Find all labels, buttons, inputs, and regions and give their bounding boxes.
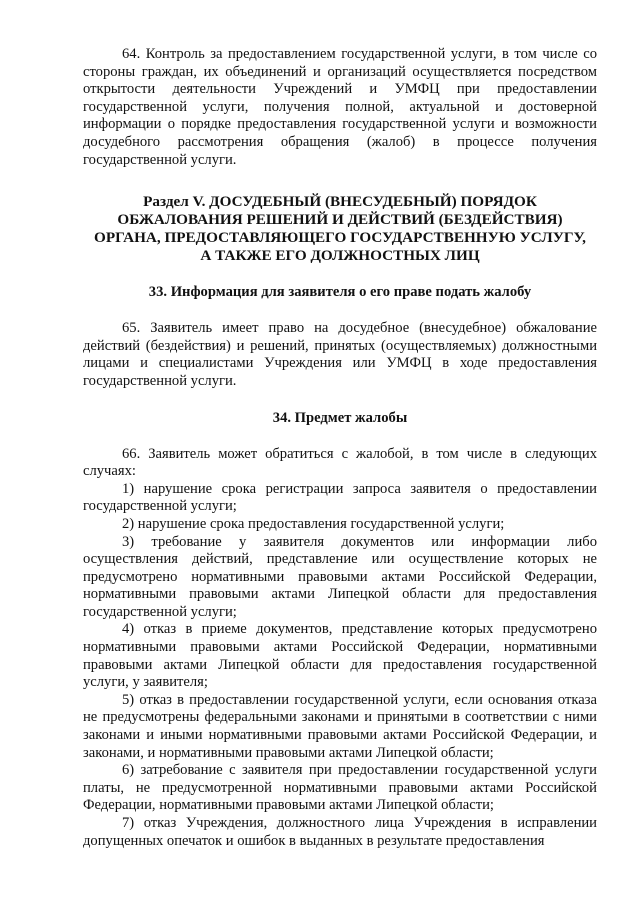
list-item-6: 6) затребование с заявителя при предоставлении государственной услуги платы, не предусмотренной нормативными правовыми актами Российской Федерации, нормативными правовыми актами Липецкой области; [83, 762, 597, 814]
section-heading-line: ОРГАНА, ПРЕДОСТАВЛЯЮЩЕГО ГОСУДАРСТВЕННУЮ УСЛУГУ, [94, 229, 586, 247]
section-heading-line: ОБЖАЛОВАНИЯ РЕШЕНИЙ И ДЕЙСТВИЙ (БЕЗДЕЙСТВИЯ) [117, 211, 563, 229]
list-item-1: 1) нарушение срока регистрации запроса заявителя о предоставлении государственной услуги; [83, 480, 597, 515]
document-page [83, 46, 597, 850]
section-heading-line: Раздел V. ДОСУДЕБНЫЙ (ВНЕСУДЕБНЫЙ) ПОРЯДОК [143, 193, 537, 211]
subheading-33: 33. Информация для заявителя о его праве подать жалобу [148, 284, 532, 301]
paragraph-64: 64. Контроль за предоставлением государственной услуги, в том числе со стороны граждан, их объединений и организаций осуществляется посредством открытости деятельности Учреждений и УМФЦ при предоставлении государственной услуги, получения полной, актуальной и достоверной информации о порядке предоставления государственной услуги и возможности досудебного рассмотрения обращения (жалоб) в процессе получения государственной услуги. [83, 46, 597, 168]
section-5-heading [83, 193, 597, 265]
list-item-3: 3) требование у заявителя документов или информации либо осуществления действий, представление или осуществление которых не предусмотрено нормативными правовыми актами Российской Федерации, нормативными правовыми актами Липецкой области для предоставления государственной услуги; [83, 533, 597, 620]
paragraph-66: 66. Заявитель может обратиться с жалобой, в том числе в следующих случаях: [83, 445, 597, 480]
subheading-34: 34. Предмет жалобы [272, 409, 408, 426]
list-item-5: 5) отказ в предоставлении государственной услуги, если основания отказа не предусмотрены федеральными законами и принятыми в соответствии с ними законами и иными нормативными правовыми актами Российской Федерации, и законами, и нормативными правовыми актами Липецкой области; [83, 691, 597, 761]
list-item-4: 4) отказ в приеме документов, представление которых предусмотрено нормативными правовыми актами Российской Федерации, нормативными правовыми актами Липецкой области для предоставления государственной услуги, у заявителя; [83, 621, 597, 691]
section-heading-line: А ТАКЖЕ ЕГО ДОЛЖНОСТНЫХ ЛИЦ [200, 247, 480, 265]
paragraph-65: 65. Заявитель имеет право на досудебное (внесудебное) обжалование действий (бездействия) и решений, принятых (осуществляемых) должностными лицами и специалистами Учреждения или УМФЦ в ходе предоставления государственной услуги. [83, 320, 597, 389]
list-item-2: 2) нарушение срока предоставления государственной услуги; [122, 515, 505, 532]
list-item-7: 7) отказ Учреждения, должностного лица Учреждения в исправлении допущенных опечаток и ошибок в выданных в результате предоставления [83, 815, 597, 849]
